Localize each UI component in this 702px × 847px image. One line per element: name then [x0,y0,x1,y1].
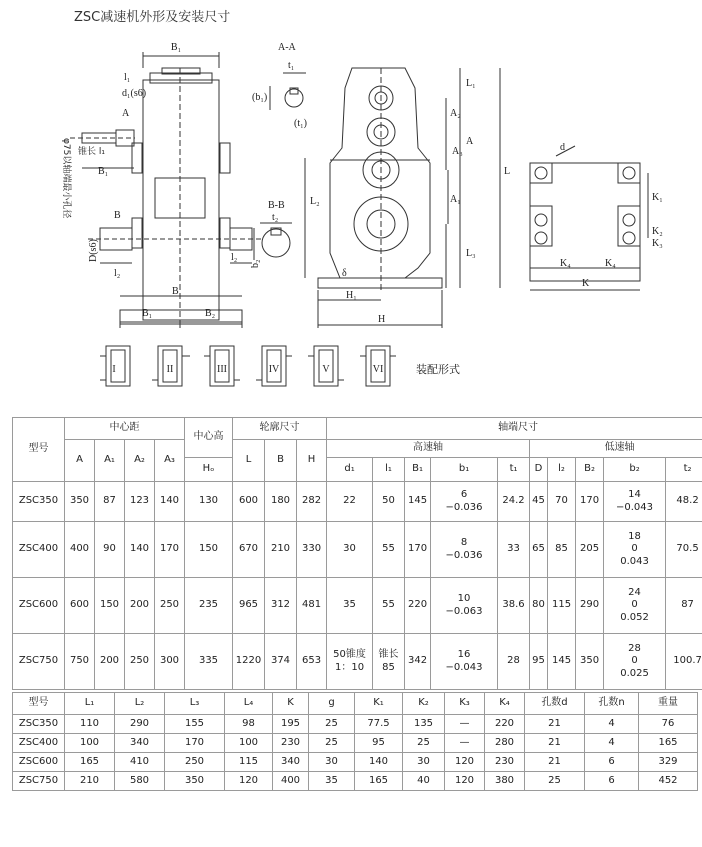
label-d: d [560,142,565,153]
cell: 100 [65,734,115,753]
cell: 340 [115,734,165,753]
assembly-III: III [217,364,227,375]
cell: 21 [525,715,585,734]
hdr-A2: A₂ [125,440,155,482]
hdr-high-speed: 高速轴 [327,440,530,458]
cell: 65 [530,522,548,578]
cell: 87 [666,578,702,634]
cell: — [445,734,485,753]
cell: 235 [185,578,233,634]
cell: 200 [125,578,155,634]
cell: — [445,715,485,734]
hdr-d1: d₁ [327,458,373,482]
cell: 21 [525,734,585,753]
hdr-model: 型号 [13,418,65,482]
cell: 70 [548,482,576,522]
cell: 115 [548,578,576,634]
label-A1: A₁ [450,194,461,205]
cell: 165 [355,772,403,791]
cell: 35 [327,578,373,634]
cell: 100.7 [666,634,702,690]
label-b1: (b₁) [252,92,268,103]
cell: 140 [355,753,403,772]
hdr-D: D [530,458,548,482]
cell: 290 [115,715,165,734]
cell: 22 [327,482,373,522]
cell: 205 [576,522,604,578]
cell: 1220 [233,634,265,690]
cell: 400 [65,522,95,578]
side-view-housing [330,68,430,278]
label-K2: K₂ [652,226,663,237]
cell: 38.6 [498,578,530,634]
hdr-center-height: 中心高 [185,418,233,458]
cell: 965 [233,578,265,634]
cell: 210 [65,772,115,791]
hdr-shaft-end: 轴端尺寸 [327,418,702,440]
cell: 195 [273,715,309,734]
hdr: 孔数n [585,693,639,715]
label-L1: L₁ [466,78,476,89]
cell: 330 [297,522,327,578]
hdr: K₂ [403,693,445,715]
label-delta: δ [342,268,347,279]
hdr-B: B [265,440,297,482]
cell: 170 [165,734,225,753]
table-row [13,634,702,690]
cell: 4 [585,715,639,734]
cell: 30 [403,753,445,772]
label-B1: B₁ [170,42,182,53]
cell: 140 [125,522,155,578]
label-L3: L₃ [466,248,476,259]
cell: 25 [403,734,445,753]
cell: 750 [65,634,95,690]
cell: 452 [639,772,698,791]
label-H1: H₁ [346,290,357,301]
cell: 350 [576,634,604,690]
cell: 100 [225,734,273,753]
cell: 300 [155,634,185,690]
hdr-A1: A₁ [95,440,125,482]
hdr: K₁ [355,693,403,715]
label-L2: L₂ [310,196,320,207]
cell: 35 [309,772,355,791]
cell: 48.2 [666,482,702,522]
cell: 600 [233,482,265,522]
cell: 95 [530,634,548,690]
cell: 410 [115,753,165,772]
label-b2: b₂ [250,259,261,268]
cell-b1: 8 −0.036 [431,522,498,578]
cell: 110 [65,715,115,734]
cell: 335 [185,634,233,690]
label-K1: K₁ [652,192,663,203]
cell-model: ZSC350 [13,482,65,522]
cell: ZSC400 [13,734,65,753]
cell: 90 [95,522,125,578]
cell: 200 [95,634,125,690]
cell: 350 [65,482,95,522]
table-row [13,578,702,634]
front-view-housing [143,80,219,320]
cell: 600 [65,578,95,634]
cell: 6 [585,772,639,791]
cell: 170 [155,522,185,578]
assembly-IV: IV [268,364,280,375]
cell: 70.5 [666,522,702,578]
label-side-vertical: φ75以轴端最小孔径 [61,138,71,219]
label-H: H [378,314,386,325]
hdr-l1: l₁ [373,458,405,482]
label-L: L [504,166,511,177]
hdr-t2: t₂ [666,458,702,482]
cell: 180 [265,482,297,522]
cell: 145 [548,634,576,690]
cell: 329 [639,753,698,772]
spec-table-secondary [12,692,698,791]
cell: 120 [445,753,485,772]
cell: 55 [373,578,405,634]
label-l2: l₂ [114,268,121,279]
cell-model: ZSC750 [13,634,65,690]
cell: 250 [165,753,225,772]
technical-drawing [0,28,702,408]
cell: 40 [403,772,445,791]
cell: 25 [525,772,585,791]
cell: 85 [548,522,576,578]
hdr-B1: B₁ [405,458,431,482]
label-K3: K₃ [652,238,663,249]
cell: 250 [125,634,155,690]
cell: 250 [155,578,185,634]
cell: 150 [95,578,125,634]
cell: 282 [297,482,327,522]
hdr: g [309,693,355,715]
cell-b2: 28 0 0.025 [604,634,666,690]
cell: 95 [355,734,403,753]
label-D: D(s6) [88,239,99,262]
cell: 24.2 [498,482,530,522]
cell: 55 [373,522,405,578]
cell: 400 [273,772,309,791]
hdr: L₃ [165,693,225,715]
hdr-H0: Hₒ [185,458,233,482]
cell: ZSC750 [13,772,65,791]
assembly-V: V [322,364,330,375]
cell: 76 [639,715,698,734]
cell: ZSC600 [13,753,65,772]
label-t2: t₂ [272,212,279,223]
label-t1b: t₁ [288,60,295,71]
table-row [13,482,702,522]
label-K4: K₄ [560,258,571,269]
cell: 135 [403,715,445,734]
label-d1: d₁(s6) [122,88,147,99]
hdr-center-distance: 中心距 [65,418,185,440]
cell-b2: 14 −0.043 [604,482,666,522]
table-row [13,522,702,578]
hdr-l2: l₂ [548,458,576,482]
cell: 28 [498,634,530,690]
hdr: L₁ [65,693,115,715]
cell: 21 [525,753,585,772]
page-title: ZSC减速机外形及安装尺寸 [74,10,231,25]
cell: 374 [265,634,297,690]
label-B: B [114,210,121,221]
hdr-outline: 轮廓尺寸 [233,418,327,440]
cell: 50 [373,482,405,522]
cell-b2: 24 0 0.052 [604,578,666,634]
cell: 350 [165,772,225,791]
cell: 481 [297,578,327,634]
label-l1: l₁ [124,72,131,83]
hdr-t1: t₁ [498,458,530,482]
hdr: K₃ [445,693,485,715]
hdr: L₂ [115,693,165,715]
cell-b1: 16 −0.043 [431,634,498,690]
label-B1-bottom: B₁ [142,308,153,319]
cell: 6 [585,753,639,772]
cell-b1: 10 −0.063 [431,578,498,634]
cell: 25 [309,715,355,734]
cell: 115 [225,753,273,772]
hdr-H: H [297,440,327,482]
hdr-low-speed: 低速轴 [530,440,702,458]
cell: 653 [297,634,327,690]
cell: 25 [309,734,355,753]
hdr: 型号 [13,693,65,715]
cell: 580 [115,772,165,791]
cell: ZSC350 [13,715,65,734]
table-header-row [13,693,698,715]
label-A: A [122,108,130,119]
table-row [13,753,698,772]
cell: 230 [485,753,525,772]
cell: 312 [265,578,297,634]
label-t1: (t₁) [294,118,307,129]
cell-model: ZSC600 [13,578,65,634]
cell: 140 [155,482,185,522]
cell: 170 [576,482,604,522]
label-A-mid: A [466,136,474,147]
hdr: 重量 [639,693,698,715]
cell: 80 [530,578,548,634]
label-B2: B₂ [205,308,216,319]
hdr: K [273,693,309,715]
cell: 670 [233,522,265,578]
cell: 145 [405,482,431,522]
hdr-L: L [233,440,265,482]
assembly-icons [100,346,396,386]
hdr: K₄ [485,693,525,715]
cell-d1: 50锥度 1：10 [327,634,373,690]
cell: 30 [327,522,373,578]
label-K4b: K₄ [605,258,616,269]
assembly-I: I [112,364,116,375]
cell: 220 [485,715,525,734]
cell: 230 [273,734,309,753]
hdr: 孔数d [525,693,585,715]
table-row [13,772,698,791]
hdr: L₄ [225,693,273,715]
hdr-B2: B₂ [576,458,604,482]
spec-table-main [12,417,702,690]
hdr-A3: A₃ [155,440,185,482]
cell: 87 [95,482,125,522]
assembly-II: II [166,364,174,375]
label-A2: A₂ [450,108,461,119]
cell-b1: 6 −0.036 [431,482,498,522]
cell: 77.5 [355,715,403,734]
table-row [13,734,698,753]
cell-l1: 锥长 85 [373,634,405,690]
cell: 98 [225,715,273,734]
cell: 380 [485,772,525,791]
label-K: K [582,278,590,289]
assembly-VI: VI [372,364,384,375]
label-BB: B-B [268,200,285,211]
cell: 340 [273,753,309,772]
hdr-b1: b₁ [431,458,498,482]
cell: 290 [576,578,604,634]
cell: 170 [405,522,431,578]
cell: 210 [265,522,297,578]
label-Bb: B [172,286,179,297]
cell: 45 [530,482,548,522]
cell: 130 [185,482,233,522]
label-A3: A₃ [452,146,463,157]
cell-model: ZSC400 [13,522,65,578]
cell: 120 [445,772,485,791]
label-Bb1: B₁ [98,166,109,177]
cell: 342 [405,634,431,690]
cell: 120 [225,772,273,791]
cell: 165 [639,734,698,753]
label-taper: 锥长 l₁ [78,147,105,157]
label-AA: A-A [278,42,296,53]
hdr-b2: b₂ [604,458,666,482]
cell: 30 [309,753,355,772]
table-row [13,715,698,734]
cell: 123 [125,482,155,522]
cell-b2: 18 0 0.043 [604,522,666,578]
cell: 4 [585,734,639,753]
cell: 280 [485,734,525,753]
cell: 150 [185,522,233,578]
label-l2b: l₂ [231,252,238,263]
cell: 220 [405,578,431,634]
assembly-caption: 装配形式 [416,363,460,376]
cell: 155 [165,715,225,734]
cell: 165 [65,753,115,772]
hdr-A: A [65,440,95,482]
cell: 33 [498,522,530,578]
